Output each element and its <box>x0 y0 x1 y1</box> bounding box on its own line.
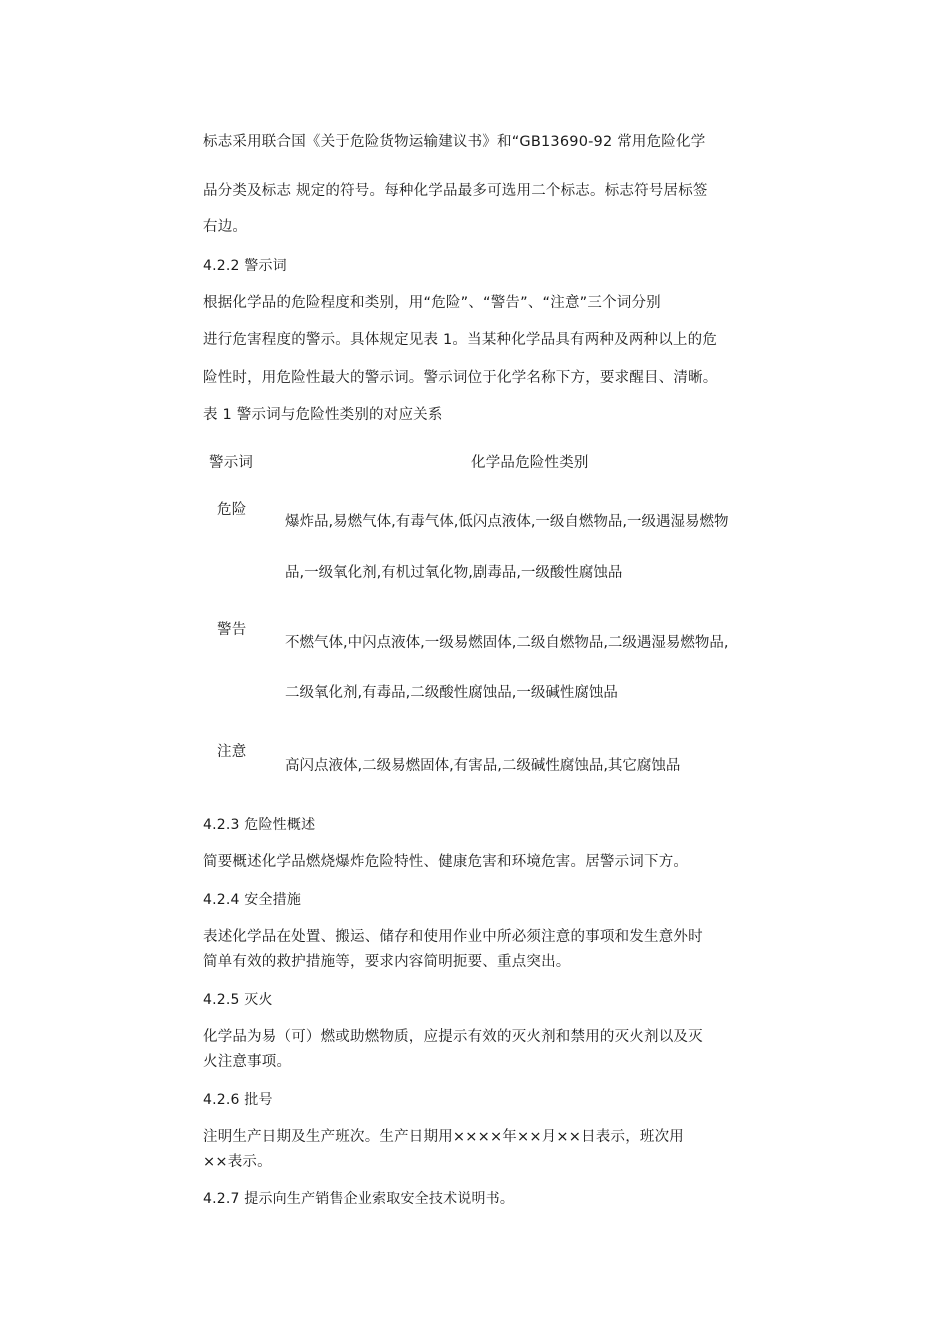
section-4-2-4-line-1: 表述化学品在处置、搬运、储存和使用作业中所必须注意的事项和发生意外时 <box>203 929 703 945</box>
table-caption: 表 1 警示词与危险性类别的对应关系 <box>203 407 443 423</box>
section-4-2-5-heading: 4.2.5 灭火 <box>203 992 273 1008</box>
section-4-2-5-line-1: 化学品为易（可）燃或助燃物质，应提示有效的灭火剂和禁用的灭火剂以及灭 <box>203 1029 703 1045</box>
table-row-3-line-1: 高闪点液体,二级易燃固体,有害品,二级碱性腐蚀品,其它腐蚀品 <box>285 758 681 774</box>
section-4-2-6-heading: 4.2.6 批号 <box>203 1092 273 1108</box>
section-4-2-6-line-2: ××表示。 <box>203 1154 272 1170</box>
table-row-2-line-2: 二级氧化剂,有毒品,二级酸性腐蚀品,一级碱性腐蚀品 <box>285 685 618 701</box>
section-4-2-3-line-1: 简要概述化学品燃烧爆炸危险特性、健康危害和环境危害。居警示词下方。 <box>203 854 689 870</box>
table-row-2-word: 警告 <box>217 622 247 638</box>
section-4-2-2-line-1: 根据化学品的危险程度和类别，用“危险”、“警告”、“注意”三个词分别 <box>203 295 661 311</box>
section-4-2-4-heading: 4.2.4 安全措施 <box>203 892 302 908</box>
table-row-1-line-1: 爆炸品,易燃气体,有毒气体,低闪点液体,一级自燃物品,一级遇湿易燃物 <box>285 514 729 530</box>
section-4-2-5-line-2: 火注意事项。 <box>203 1054 292 1070</box>
table-row-2-line-1: 不燃气体,中闪点液体,一级易燃固体,二级自燃物品,二级遇湿易燃物品, <box>285 635 729 651</box>
section-4-2-2-line-2: 进行危害程度的警示。具体规定见表 1。当某种化学品具有两种及两种以上的危 <box>203 332 718 348</box>
section-4-2-7-heading: 4.2.7 提示向生产销售企业索取安全技术说明书。 <box>203 1191 515 1207</box>
table-row-3-word: 注意 <box>217 744 247 760</box>
section-4-2-4-line-2: 简单有效的救护措施等，要求内容简明扼要、重点突出。 <box>203 954 571 970</box>
table-header-category: 化学品危险性类别 <box>471 455 589 471</box>
table-row-1-word: 危险 <box>217 502 247 518</box>
section-4-2-3-heading: 4.2.3 危险性概述 <box>203 817 316 833</box>
intro-line-3: 右边。 <box>203 219 248 235</box>
table-header-word: 警示词 <box>209 455 254 471</box>
intro-line-2: 品分类及标志 规定的符号。每种化学品最多可选用二个标志。标志符号居标签 <box>203 183 708 199</box>
section-4-2-2-heading: 4.2.2 警示词 <box>203 258 287 274</box>
intro-line-1: 标志采用联合国《关于危险货物运输建议书》和“GB13690-92 常用危险化学 <box>203 134 706 150</box>
section-4-2-6-line-1: 注明生产日期及生产班次。生产日期用××××年××月××日表示，班次用 <box>203 1129 684 1145</box>
section-4-2-2-line-3: 险性时，用危险性最大的警示词。警示词位于化学名称下方，要求醒目、清晰。 <box>203 370 718 386</box>
table-row-1-line-2: 品,一级氧化剂,有机过氧化物,剧毒品,一级酸性腐蚀品 <box>285 565 623 581</box>
